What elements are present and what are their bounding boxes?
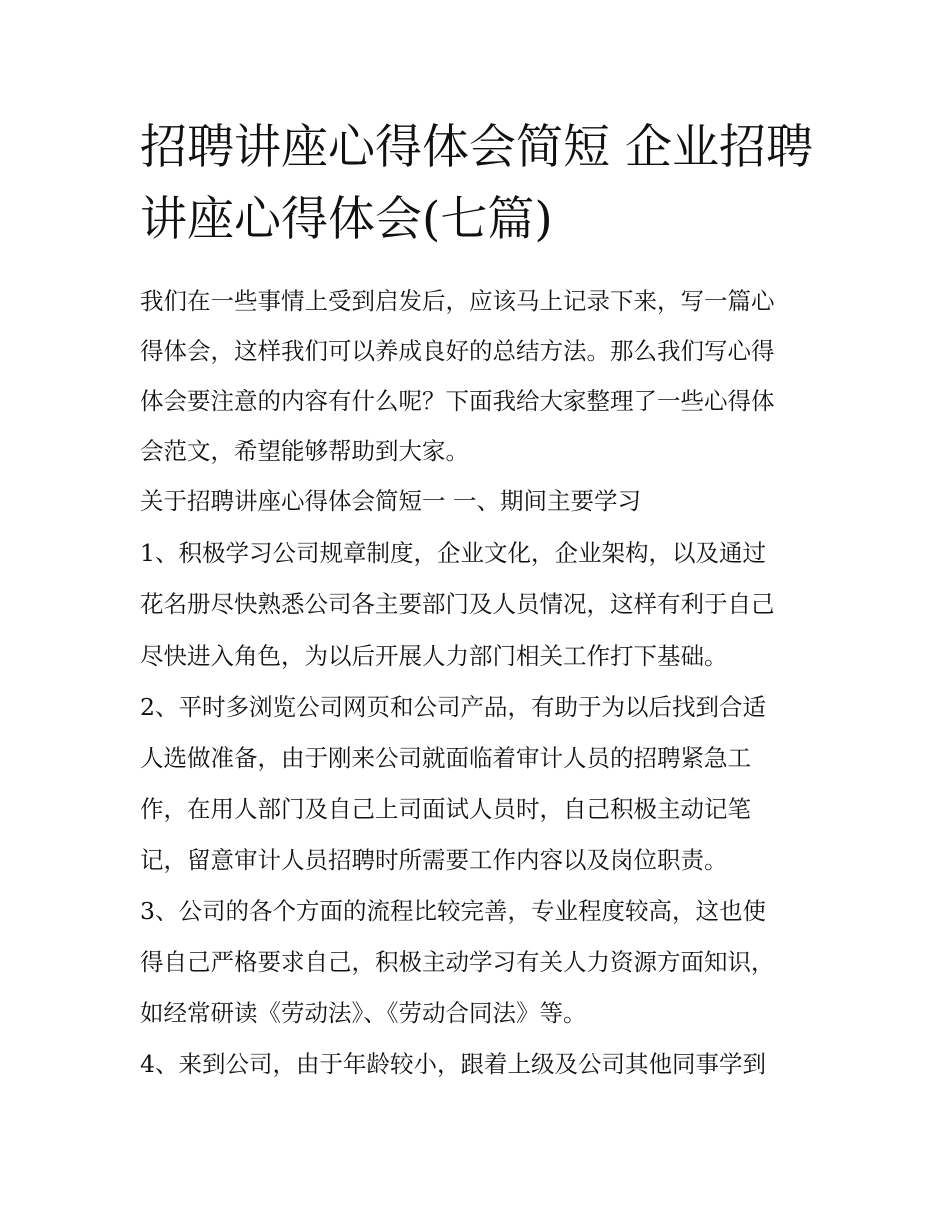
body-line: 作，在用人部门及自己上司面试人员时，自己积极主动记笔	[140, 795, 751, 823]
body-line: 得自己严格要求自己，积极主动学习有关人力资源方面知识，	[140, 948, 775, 976]
body-line: 得体会，这样我们可以养成良好的总结方法。那么我们写心得	[140, 337, 775, 365]
body-line: 如经常研读《劳动法》、《劳动合同法》等。	[140, 999, 587, 1027]
body-line: 1、积极学习公司规章制度，企业文化，企业架构，以及通过	[140, 539, 766, 567]
body-line: 我们在一些事情上受到启发后，应该马上记录下来，写一篇心	[140, 287, 775, 315]
body-line: 关于招聘讲座心得体会简短一 一、期间主要学习	[140, 487, 641, 515]
body-line: 花名册尽快熟悉公司各主要部门及人员情况，这样有利于自己	[140, 590, 775, 618]
body-line: 体会要注意的内容有什么呢？下面我给大家整理了一些心得体	[140, 387, 775, 415]
body-line: 记，留意审计人员招聘时所需要工作内容以及岗位职责。	[140, 846, 728, 874]
body-line: 会范文，希望能够帮助到大家。	[140, 437, 469, 465]
body-line: 2、平时多浏览公司网页和公司产品，有助于为以后找到合适	[140, 693, 766, 721]
body-line: 3、公司的各个方面的流程比较完善，专业程度较高，这也使	[140, 897, 766, 925]
body-line: 4、来到公司，由于年龄较小，跟着上级及公司其他同事学到	[140, 1050, 766, 1078]
body-line: 尽快进入角色，为以后开展人力部门相关工作打下基础。	[140, 642, 728, 670]
document-title: 招聘讲座心得体会简短 企业招聘讲座心得体会(七篇)	[140, 120, 813, 247]
body-line: 人选做准备，由于刚来公司就面临着审计人员的招聘紧急工	[140, 744, 751, 772]
